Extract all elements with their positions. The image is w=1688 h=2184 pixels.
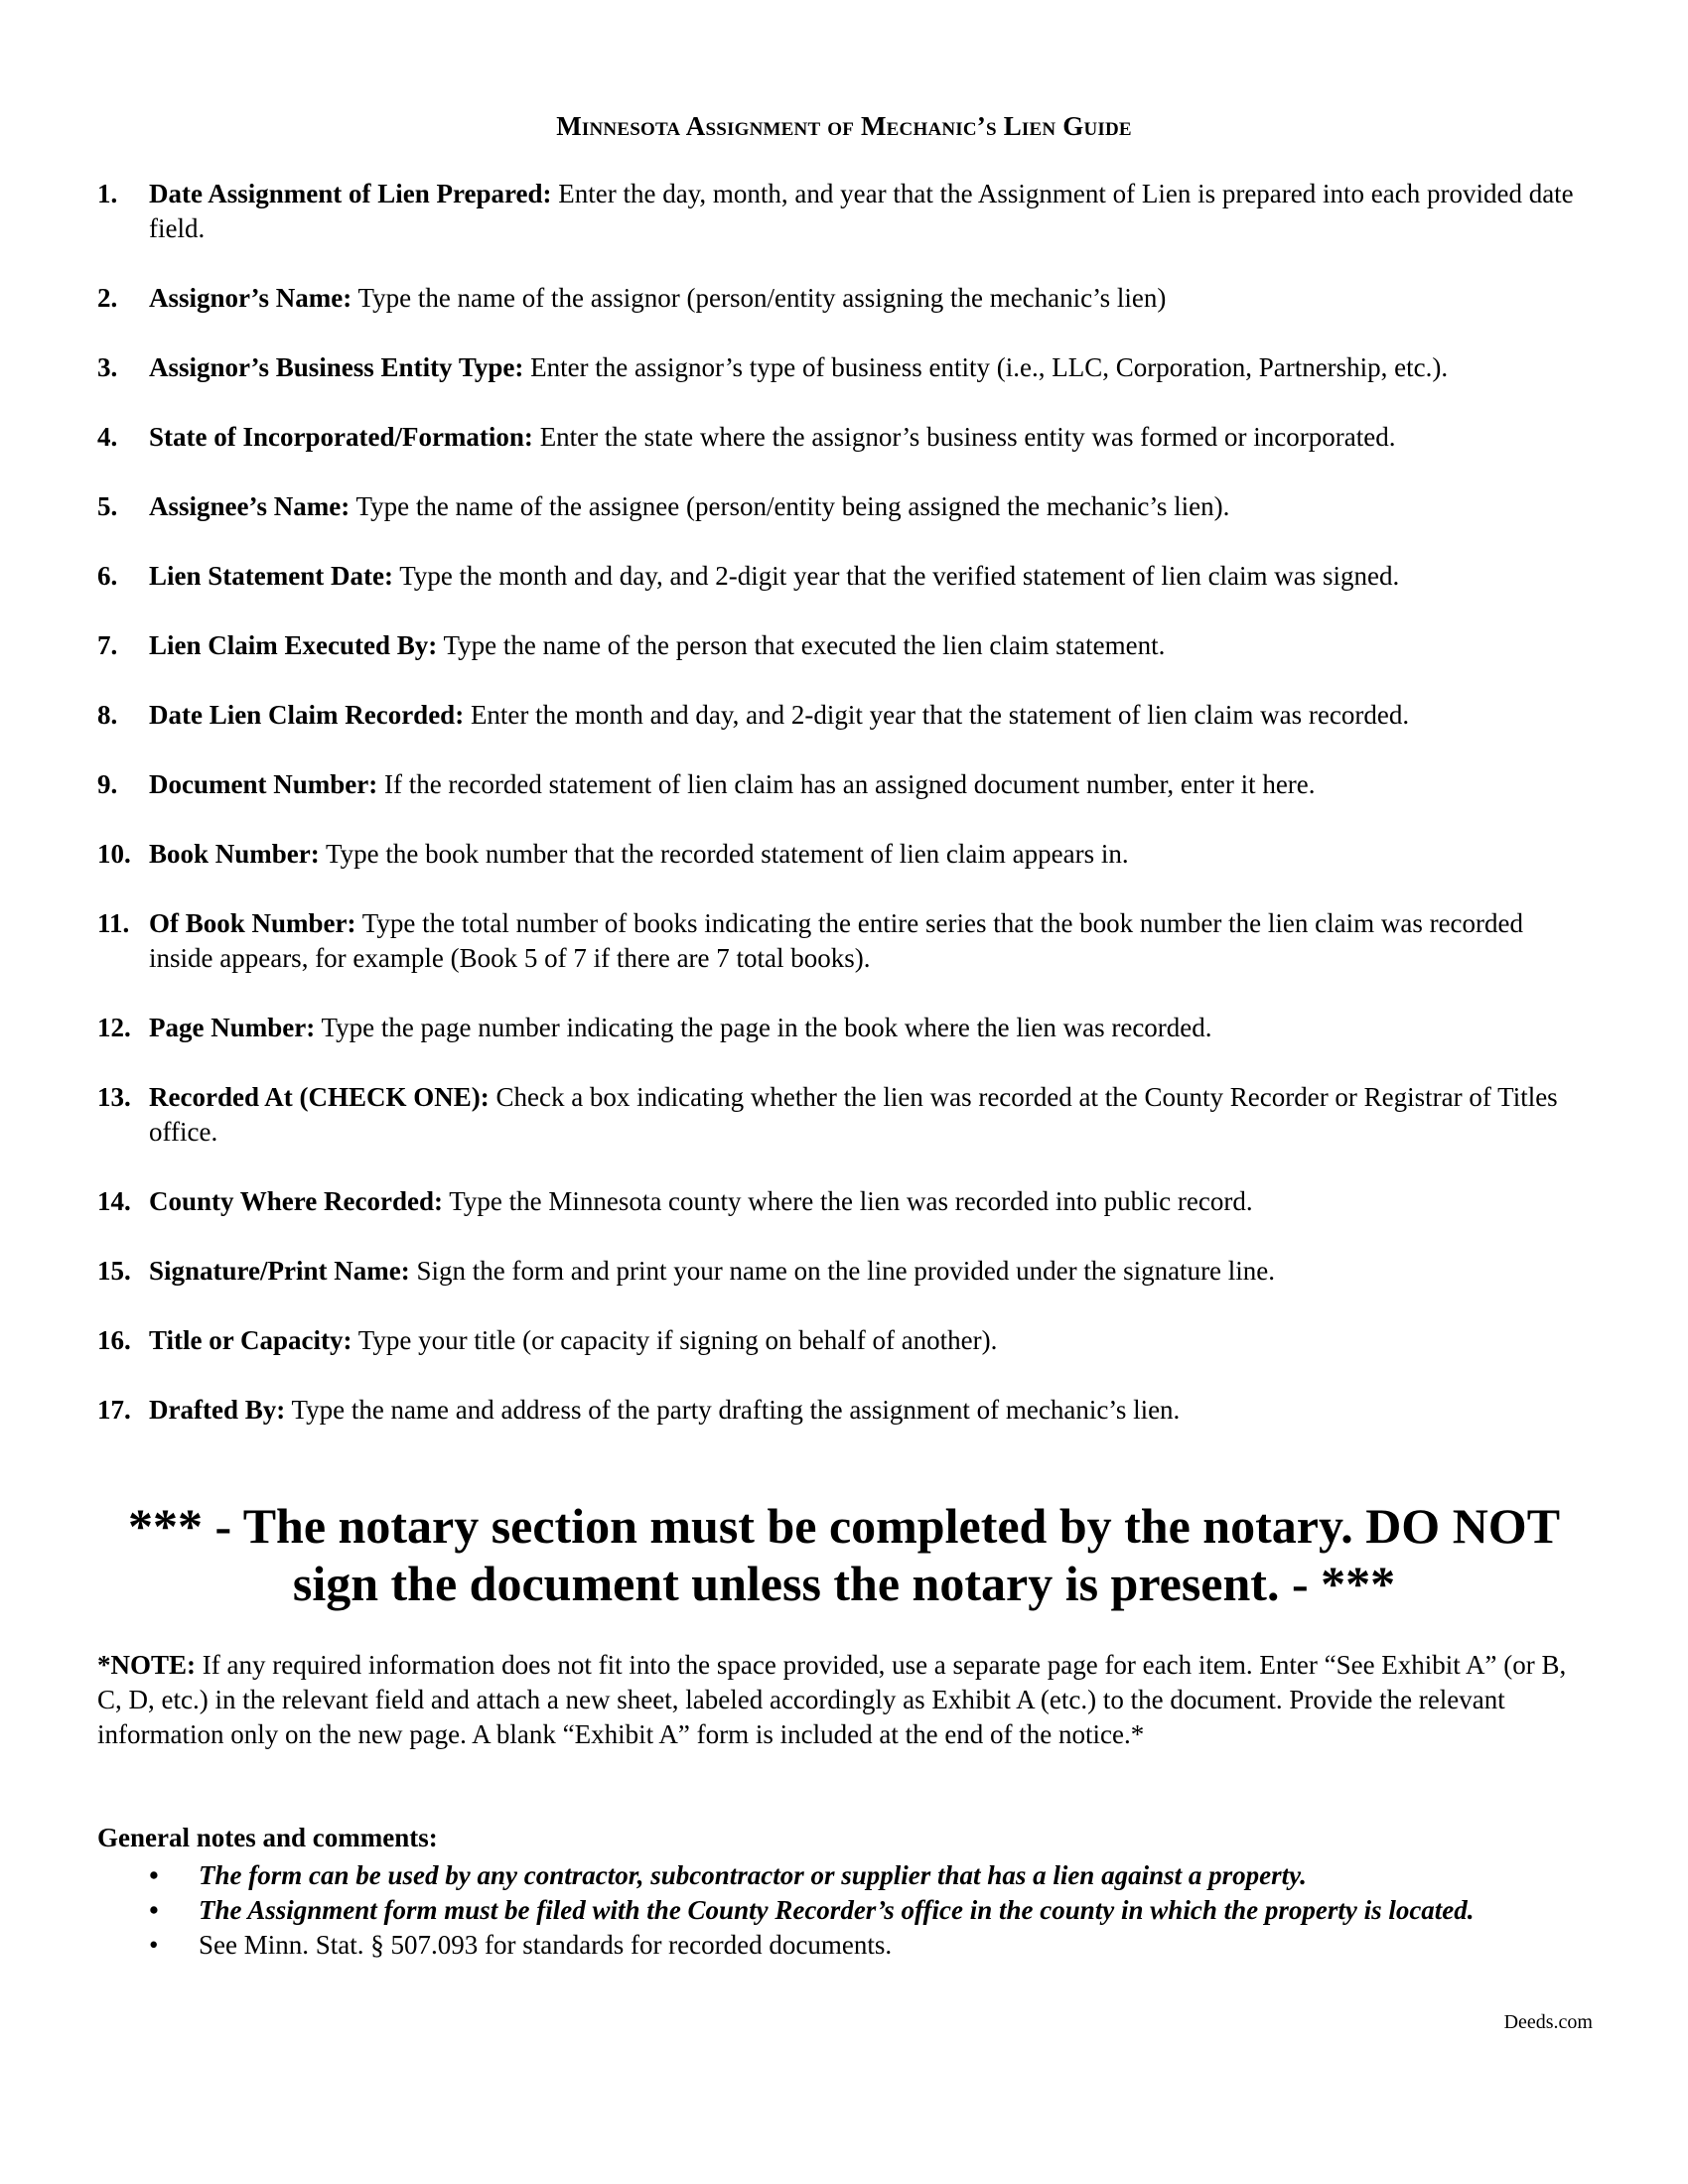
- item-term: Drafted By:: [149, 1395, 286, 1425]
- item-number: 14.: [97, 1186, 131, 1216]
- item-number: 13.: [97, 1082, 131, 1112]
- item-number: 12.: [97, 1013, 131, 1042]
- item-term: Date Assignment of Lien Prepared:: [149, 179, 552, 208]
- item-text: Type the page number indicating the page in the book where the lien was recorded.: [321, 1013, 1212, 1042]
- item-number: 6.: [97, 561, 118, 591]
- item-number: 15.: [97, 1256, 131, 1286]
- item-term: Signature/Print Name:: [149, 1256, 410, 1286]
- item-text: Type the name and address of the party drafting the assignment of mechanic’s lien.: [291, 1395, 1181, 1425]
- item-number: 1.: [97, 179, 118, 208]
- item-number: 5.: [97, 491, 118, 521]
- bullet-icon: •: [149, 1930, 159, 1960]
- item-text: Type the Minnesota county where the lien was recorded into public record.: [449, 1186, 1253, 1216]
- item-number: 8.: [97, 700, 118, 730]
- list-item: [97, 1254, 1587, 1289]
- bullet-icon: •: [149, 1860, 159, 1890]
- item-term: County Where Recorded:: [149, 1186, 443, 1216]
- general-notes-heading: General notes and comments:: [97, 1823, 438, 1852]
- list-item: [97, 628, 1587, 663]
- item-text: Enter the state where the assignor’s business entity was formed or incorporated.: [539, 422, 1396, 452]
- list-item: [149, 1928, 1539, 1963]
- bullet-icon: •: [149, 1895, 159, 1925]
- item-term: Document Number:: [149, 769, 378, 799]
- list-item: [97, 420, 1587, 455]
- list-item: [97, 1080, 1587, 1150]
- item-number: 7.: [97, 630, 118, 660]
- page-title: Minnesota Assignment of Mechanic’s Lien Guide: [556, 111, 1132, 141]
- list-item: [97, 559, 1587, 594]
- list-item: [97, 698, 1587, 733]
- item-term: Page Number:: [149, 1013, 316, 1042]
- list-item: [97, 1011, 1587, 1045]
- notary-warning: [0, 1497, 1688, 1612]
- item-number: 17.: [97, 1395, 131, 1425]
- item-number: 2.: [97, 283, 118, 313]
- item-text: Type the month and day, and 2-digit year that the verified statement of lien claim was signed.: [399, 561, 1400, 591]
- list-item: [97, 906, 1587, 976]
- item-term: Recorded At (CHECK ONE):: [149, 1082, 490, 1112]
- item-term: Book Number:: [149, 839, 320, 869]
- item-text: Type the name of the person that executed the lien claim statement.: [443, 630, 1166, 660]
- item-term: Assignor’s Name:: [149, 283, 352, 313]
- item-number: 16.: [97, 1325, 131, 1355]
- list-item: [149, 1858, 1539, 1893]
- item-number: 9.: [97, 769, 118, 799]
- list-item: [97, 1184, 1587, 1219]
- item-number: 10.: [97, 839, 131, 869]
- item-term: Date Lien Claim Recorded:: [149, 700, 465, 730]
- item-term: State of Incorporated/Formation:: [149, 422, 533, 452]
- bullet-text: The form can be used by any contractor, subcontractor or supplier that has a lien against a property.: [199, 1860, 1307, 1890]
- list-item: [97, 1393, 1587, 1428]
- item-text: Type the name of the assignee (person/entity being assigned the mechanic’s lien).: [355, 491, 1230, 521]
- item-term: Title or Capacity:: [149, 1325, 352, 1355]
- instruction-list: [97, 177, 1587, 1462]
- item-text: Enter the day, month, and year that the Assignment of Lien is prepared into each provided date field.: [149, 179, 1574, 243]
- item-term: Lien Claim Executed By:: [149, 630, 438, 660]
- item-term: Lien Statement Date:: [149, 561, 393, 591]
- item-text: Enter the assignor’s type of business entity (i.e., LLC, Corporation, Partnership, etc.).: [530, 352, 1449, 382]
- item-text: Type the name of the assignor (person/entity assigning the mechanic’s lien): [357, 283, 1167, 313]
- notary-warning-line: sign the document unless the notary is present. - ***: [292, 1556, 1396, 1611]
- list-item: [97, 1323, 1587, 1358]
- bullet-text: The Assignment form must be filed with the County Recorder’s office in the county in which the property is located.: [199, 1895, 1475, 1925]
- list-item: [97, 489, 1587, 524]
- list-item: [97, 767, 1587, 802]
- item-text: Type the book number that the recorded statement of lien claim appears in.: [326, 839, 1129, 869]
- item-number: 11.: [97, 908, 130, 938]
- item-term: Of Book Number:: [149, 908, 356, 938]
- bullet-text: See Minn. Stat. § 507.093 for standards for recorded documents.: [199, 1930, 893, 1960]
- item-text: Type the total number of books indicating the entire series that the book number the lien claim was recorded inside appears, for example (Book 5 of 7 if there are 7 total books).: [149, 908, 1524, 973]
- footer-brand: Deeds.com: [1503, 2011, 1593, 2033]
- item-text: Sign the form and print your name on the line provided under the signature line.: [416, 1256, 1276, 1286]
- item-text: Check a box indicating whether the lien was recorded at the County Recorder or Registrar of Titles office.: [149, 1082, 1558, 1147]
- item-text: If the recorded statement of lien claim has an assigned document number, enter it here.: [383, 769, 1316, 799]
- list-item: [97, 837, 1587, 872]
- list-item: [97, 281, 1587, 316]
- note-label: *NOTE:: [97, 1650, 197, 1680]
- item-term: Assignor’s Business Entity Type:: [149, 352, 524, 382]
- item-number: 3.: [97, 352, 118, 382]
- item-number: 4.: [97, 422, 118, 452]
- note-paragraph: [97, 1648, 1587, 1752]
- general-notes-list: [149, 1858, 1539, 1963]
- note-text: If any required information does not fit into the space provided, use a separate page for each item. Enter “See Exhibit A” (or B, C, D, etc.) in the relevant field and attach a new sheet, labeled accordingly as Exhibit A (etc.) to the document. Provide the relevant information only on the new page. A blank “Exhibit A” form is included at the end of the notice.*: [97, 1650, 1567, 1749]
- list-item: [149, 1893, 1539, 1928]
- item-term: Assignee’s Name:: [149, 491, 351, 521]
- list-item: [97, 177, 1587, 246]
- notary-warning-line: *** - The notary section must be completed by the notary. DO NOT: [127, 1498, 1561, 1554]
- list-item: [97, 350, 1587, 385]
- item-text: Type your title (or capacity if signing on behalf of another).: [357, 1325, 998, 1355]
- item-text: Enter the month and day, and 2-digit year that the statement of lien claim was recorded.: [470, 700, 1410, 730]
